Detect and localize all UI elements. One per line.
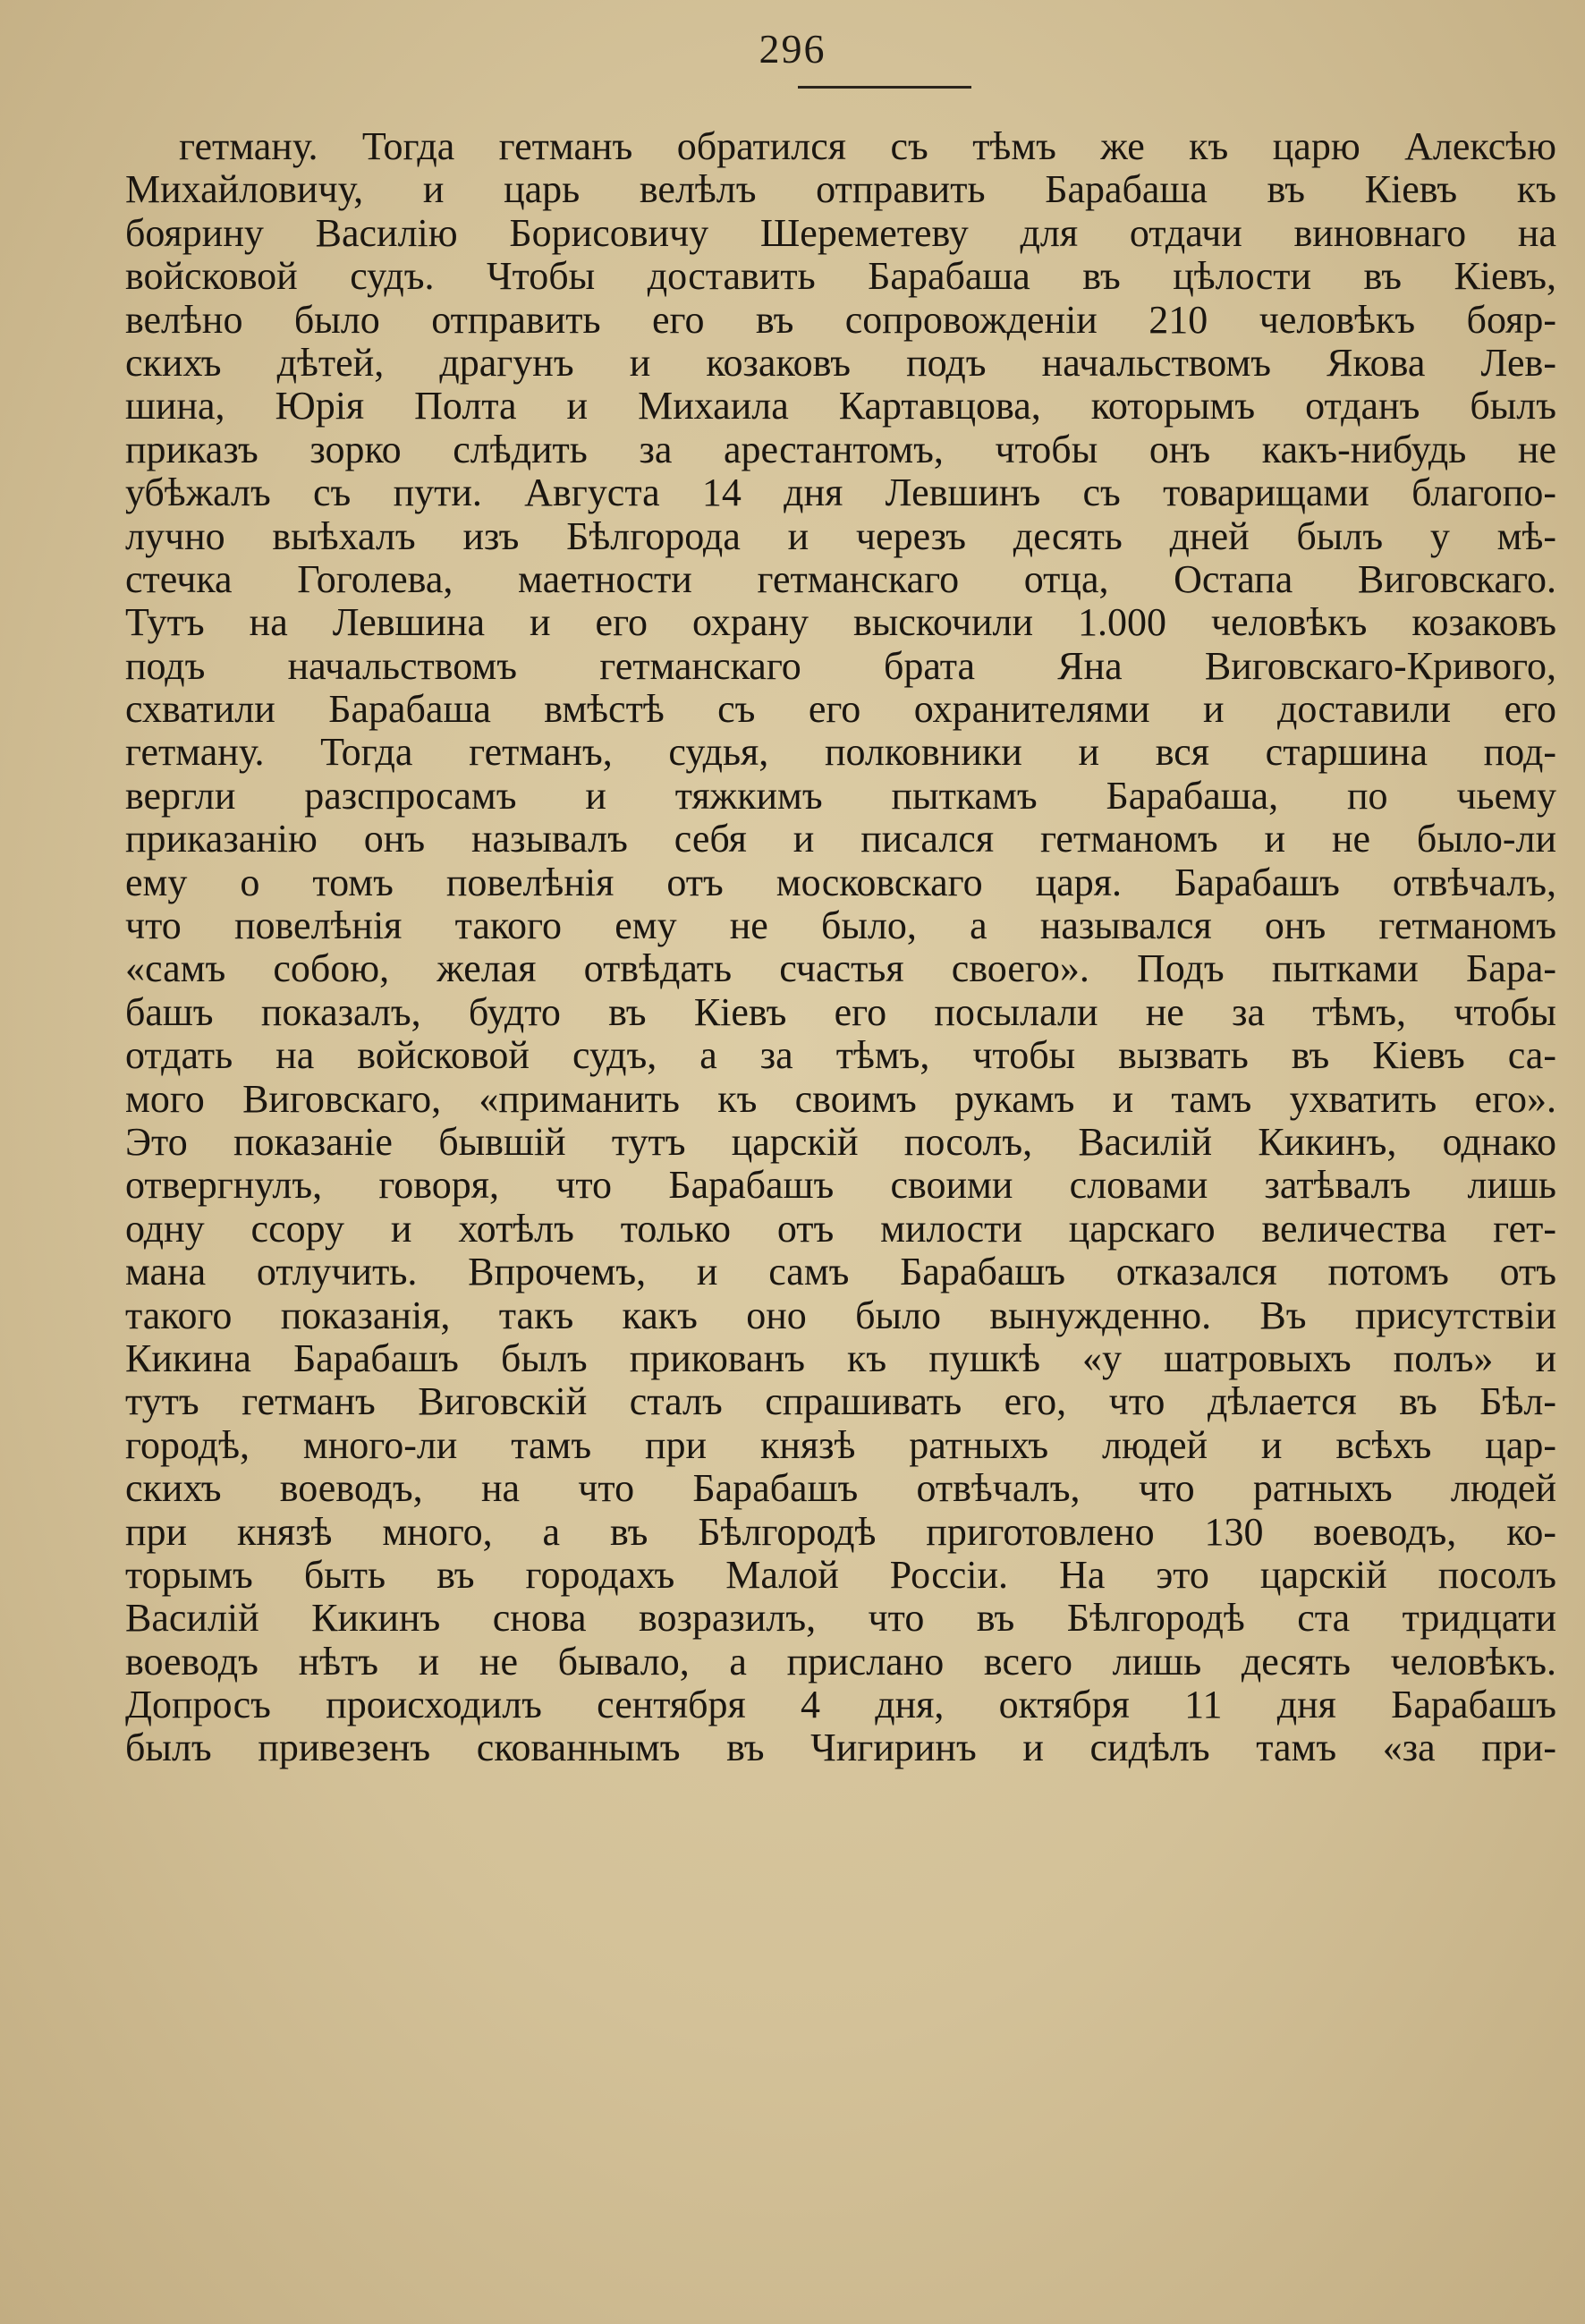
text-line: подъ начальствомъ гетманскаго брата Яна Виговскаго-Кривого, — [125, 644, 1556, 688]
text-line: велѣно было отправить его въ сопровожденіи 210 человѣкъ бояр- — [125, 298, 1556, 342]
text-line: ему о томъ повелѣнія отъ московскаго царя. Барабашъ отвѣчалъ, — [125, 861, 1556, 904]
text-line: торымъ быть въ городахъ Малой Россіи. На это царскій посолъ — [125, 1553, 1556, 1597]
text-line: лучно выѣхалъ изъ Бѣлгорода и черезъ десять дней былъ у мѣ- — [125, 514, 1556, 558]
text-line: скихъ дѣтей, драгунъ и козаковъ подъ начальствомъ Якова Лев- — [125, 341, 1556, 385]
text-line: Это показаніе бывшій тутъ царскій посолъ, Василій Кикинъ, однако — [125, 1120, 1556, 1164]
text-line: мана отлучить. Впрочемъ, и самъ Барабашъ отказался потомъ отъ — [125, 1251, 1556, 1294]
text-line: одну ссору и хотѣлъ только отъ милости царскаго величества гет- — [125, 1207, 1556, 1251]
text-line: отвергнулъ, говоря, что Барабашъ своими словами затѣвалъ лишь — [125, 1164, 1556, 1208]
text-line: шина, Юрія Полта и Михаила Картавцова, которымъ отданъ былъ — [125, 385, 1556, 428]
header-rule — [798, 86, 971, 89]
page-number: 296 — [759, 26, 826, 72]
text-line: Василій Кикинъ снова возразилъ, что въ Бѣлгородѣ ста тридцати — [125, 1597, 1556, 1641]
text-line: такого показанія, такъ какъ оно было вынужденно. Въ присутствіи — [125, 1293, 1556, 1337]
text-line: приказанію онъ называлъ себя и писался гетманомъ и не было-ли — [125, 818, 1556, 861]
text-line: городѣ, много-ли тамъ при князѣ ратныхъ людей и всѣхъ цар- — [125, 1423, 1556, 1467]
text-line: боярину Василію Борисовичу Шереметеву для отдачи виновнаго на — [125, 211, 1556, 255]
text-line: вергли разспросамъ и тяжкимъ пыткамъ Барабаша, по чьему — [125, 774, 1556, 818]
text-line: убѣжалъ съ пути. Августа 14 дня Левшинъ съ товарищами благопо- — [125, 471, 1556, 515]
text-line: былъ привезенъ скованнымъ въ Чигиринъ и сидѣлъ тамъ «за при- — [125, 1726, 1556, 1770]
text-line: схватили Барабаша вмѣстѣ съ его охранителями и доставили его — [125, 688, 1556, 732]
text-line: гетману. Тогда гетманъ, судья, полковники и вся старшина под- — [125, 731, 1556, 775]
text-line: башъ показалъ, будто въ Кіевъ его посылали не за тѣмъ, чтобы — [125, 990, 1556, 1034]
text-line: тутъ гетманъ Виговскій сталъ спрашивать его, что дѣлается въ Бѣл- — [125, 1380, 1556, 1424]
text-line: Тутъ на Левшина и его охрану выскочили 1.000 человѣкъ козаковъ — [125, 601, 1556, 645]
text-line: Кикина Барабашъ былъ прикованъ къ пушкѣ «у шатровыхъ полъ» и — [125, 1336, 1556, 1380]
text-line: что повелѣнія такого ему не было, а назывался онъ гетманомъ — [125, 904, 1556, 948]
text-line: отдать на войсковой судъ, а за тѣмъ, чтобы вызвать въ Кіевъ са- — [125, 1034, 1556, 1078]
text-line: «самъ собою, желая отвѣдать счастья своего». Подъ пытками Бара- — [125, 947, 1556, 991]
text-line: приказъ зорко слѣдить за арестантомъ, чтобы онъ какъ-нибудь не — [125, 428, 1556, 471]
text-line: воеводъ нѣтъ и не бывало, а прислано всего лишь десять человѣкъ. — [125, 1640, 1556, 1684]
text-line: Допросъ происходилъ сентября 4 дня, октября 11 дня Барабашъ — [125, 1684, 1556, 1727]
text-line: при князѣ много, а въ Бѣлгородѣ приготовлено 130 воеводъ, ко- — [125, 1510, 1556, 1554]
body-text — [125, 125, 1556, 1770]
text-line: войсковой судъ. Чтобы доставить Барабаша въ цѣлости въ Кіевъ, — [125, 255, 1556, 299]
text-line: мого Виговскаго, «приманить къ своимъ рукамъ и тамъ ухватить его». — [125, 1077, 1556, 1121]
text-line: гетману. Тогда гетманъ обратился съ тѣмъ же къ царю Алексѣю — [179, 125, 1556, 168]
text-line: Михайловичу, и царь велѣлъ отправить Барабаша въ Кіевъ къ — [125, 168, 1556, 212]
text-line: скихъ воеводъ, на что Барабашъ отвѣчалъ, что ратныхъ людей — [125, 1467, 1556, 1511]
text-line: стечка Гоголева, маетности гетманскаго отца, Остапа Виговскаго. — [125, 557, 1556, 601]
